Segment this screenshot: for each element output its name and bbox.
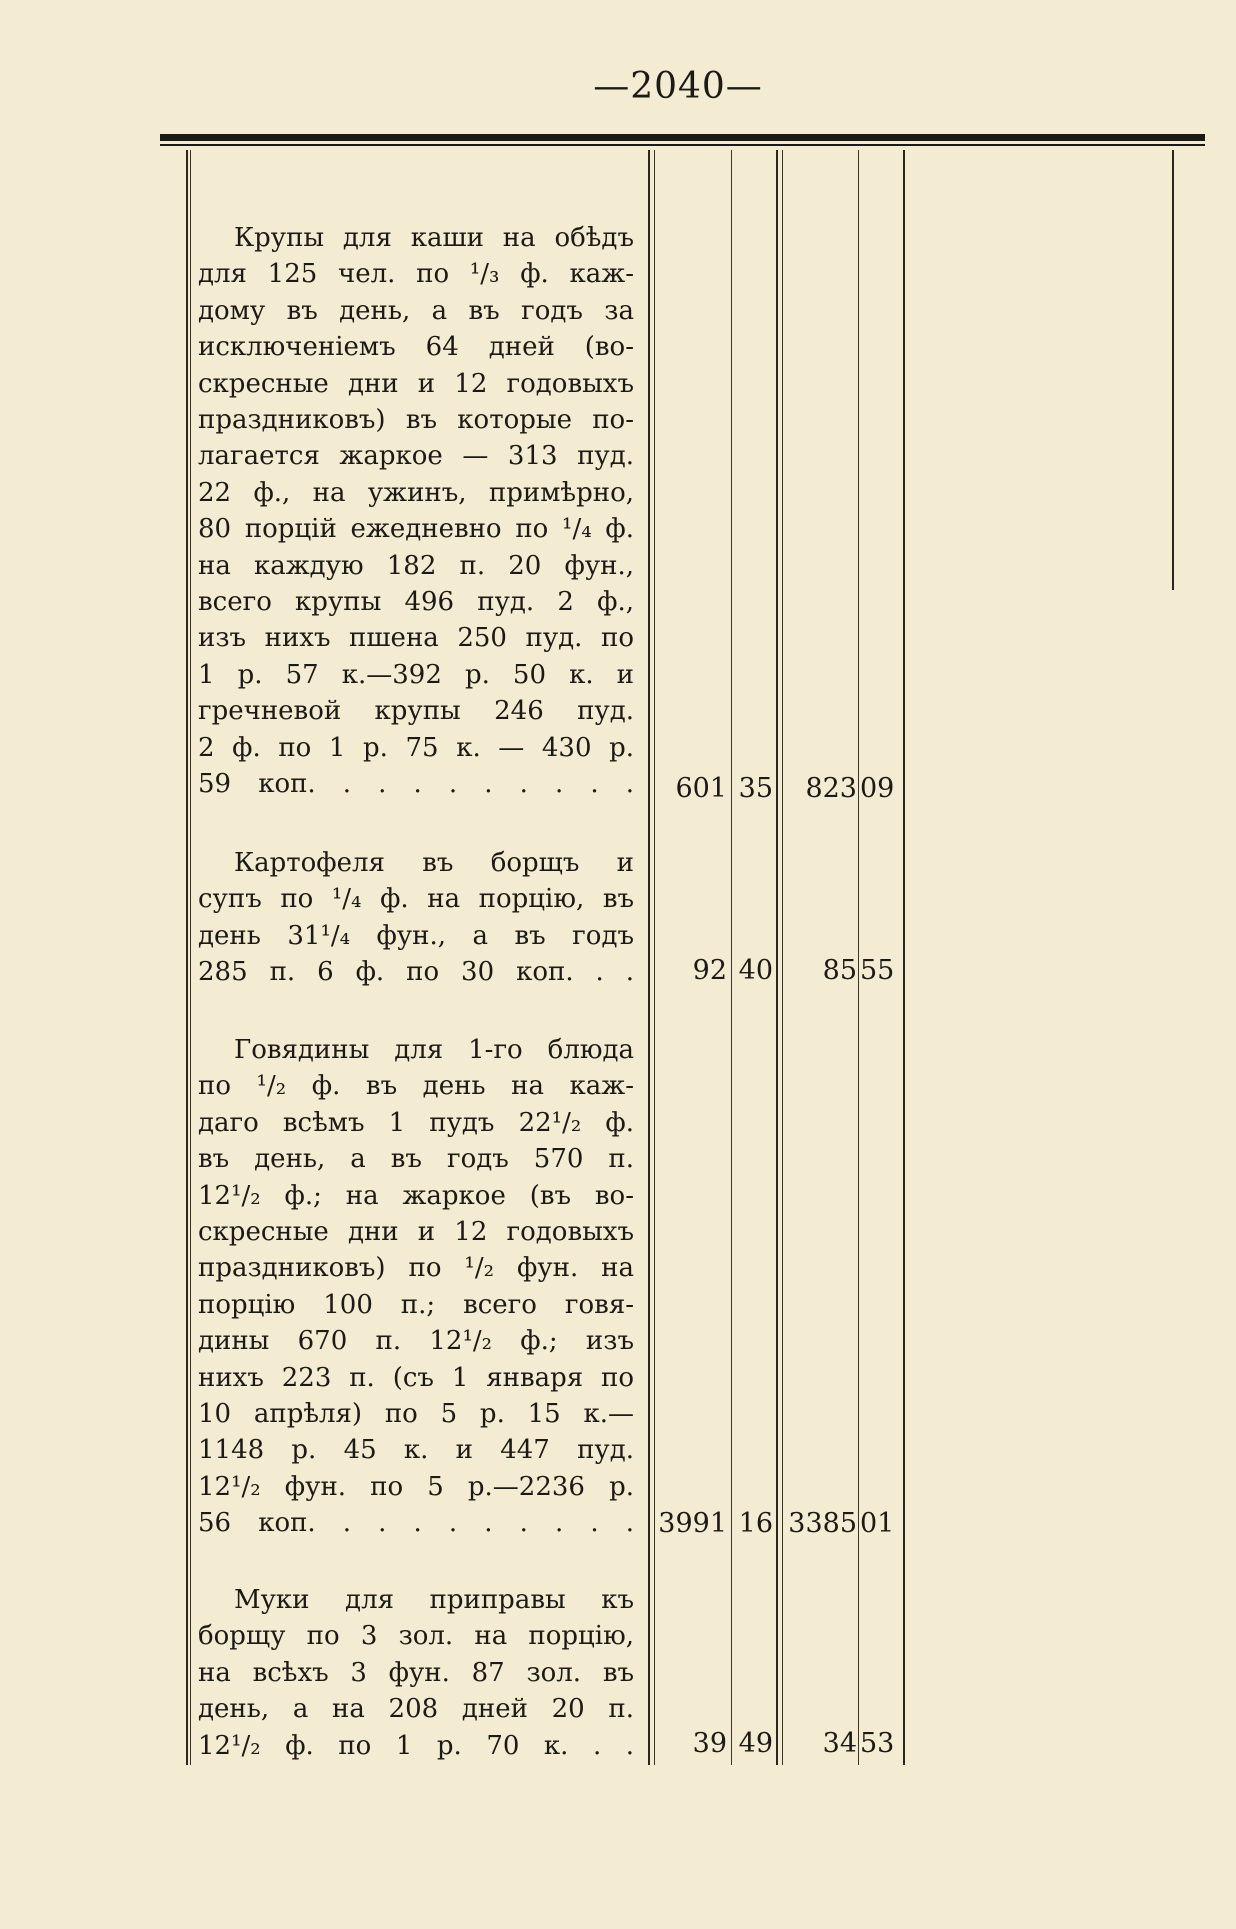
amount-a-rubles: 3991 [658, 1508, 727, 1539]
amount-b-kopecks: 01 [860, 1508, 895, 1539]
column-rule-kop-b [858, 150, 859, 1765]
amount-a-rubles: 601 [675, 773, 727, 804]
entry-line: 59 коп. . . . . . . . . . [198, 769, 634, 800]
amount-b-kopecks: 53 [860, 1728, 895, 1759]
entry-line: исключеніемъ 64 дней (во- [198, 332, 634, 363]
entry-line: день 31¹/₄ фун., а въ годъ [198, 920, 634, 951]
entry-line: 56 коп. . . . . . . . . . [198, 1508, 634, 1539]
entry-line: Муки для приправы къ [234, 1585, 634, 1615]
amount-a-rubles: 92 [692, 955, 727, 986]
entry-line: скресные дни и 12 годовыхъ [198, 1217, 634, 1248]
entry-line: праздниковъ) въ которые по- [198, 405, 634, 436]
amount-a-kopecks: 16 [738, 1508, 773, 1539]
amount-a-kopecks: 40 [738, 955, 773, 986]
entry-flour [198, 1582, 634, 1764]
amount-b-rubles: 3385 [788, 1508, 857, 1539]
entry-line: дины 670 п. 12¹/₂ ф.; изъ [198, 1326, 634, 1357]
entry-line: на каждую 182 п. 20 фун., [198, 550, 634, 581]
header-rule [160, 134, 1205, 141]
entry-groats [198, 220, 634, 803]
entry-line: праздниковъ) по ¹/₂ фун. на [198, 1253, 634, 1284]
entry-line: Картофеля въ борщъ и [234, 848, 634, 878]
entry-line: гречневой крупы 246 пуд. [198, 696, 634, 727]
entry-line: 12¹/₂ фун. по 5 р.—2236 р. [198, 1471, 634, 1502]
entry-line: для 125 чел. по ¹/₃ ф. каж- [198, 259, 634, 290]
entry-line: дому въ день, а въ годъ за [198, 295, 634, 326]
entry-line: 2 ф. по 1 р. 75 к. — 430 р. [198, 732, 634, 763]
entry-line: нихъ 223 п. (съ 1 января по [198, 1362, 634, 1393]
amount-b-kopecks: 09 [860, 773, 895, 804]
column-rule-kop-a [731, 150, 732, 1765]
entry-line: 12¹/₂ ф. по 1 р. 70 к. . . [198, 1730, 634, 1761]
column-rule-amount-b [776, 150, 778, 1765]
entry-line: Говядины для 1-го блюда [234, 1035, 634, 1065]
column-rule-right [903, 150, 905, 1765]
entry-line: изъ нихъ пшена 250 пуд. по [198, 623, 634, 654]
amount-b-rubles: 85 [822, 955, 857, 986]
entry-line: даго всѣмъ 1 пудъ 22¹/₂ ф. [198, 1107, 634, 1138]
entry-line: 10 апрѣля) по 5 р. 15 к.— [198, 1399, 634, 1430]
entry-line: въ день, а въ годъ 570 п. [198, 1144, 634, 1175]
entry-line: Крупы для каши на обѣдъ [234, 223, 634, 253]
header-rule-thin [160, 144, 1205, 146]
entry-line: 80 порцій ежедневно по ¹/₄ ф. [198, 514, 634, 545]
entry-line: по ¹/₂ ф. въ день на каж- [198, 1071, 634, 1102]
entry-line: лагается жаркое — 313 пуд. [198, 441, 634, 472]
column-rule-left-inner [190, 150, 191, 1765]
entry-line: на всѣхъ 3 фун. 87 зол. въ [198, 1657, 634, 1688]
page-number: —2040— [593, 66, 763, 107]
amount-a-rubles: 39 [692, 1728, 727, 1759]
entry-line: всего крупы 496 пуд. 2 ф., [198, 587, 634, 618]
amount-a-kopecks: 35 [738, 773, 773, 804]
column-rule-text-end [648, 150, 650, 1765]
entry-line: борщу по 3 зол. на порцію, [198, 1621, 634, 1652]
entry-beef [198, 1032, 634, 1542]
amount-b-kopecks: 55 [860, 955, 895, 986]
amount-a-kopecks: 49 [738, 1728, 773, 1759]
column-rule-far-right [1172, 150, 1174, 590]
amount-b-rubles: 34 [822, 1728, 857, 1759]
entry-line: 1148 р. 45 к. и 447 пуд. [198, 1435, 634, 1466]
entry-line: порцію 100 п.; всего говя- [198, 1289, 634, 1320]
amount-b-rubles: 823 [805, 773, 857, 804]
entry-line: 1 р. 57 к.—392 р. 50 к. и [198, 659, 634, 690]
entry-line: 22 ф., на ужинъ, примѣрно, [198, 477, 634, 508]
entry-potatoes [198, 845, 634, 991]
entry-line: супъ по ¹/₄ ф. на порцію, въ [198, 884, 634, 915]
entry-line: 285 п. 6 ф. по 30 коп. . . [198, 957, 634, 988]
entry-line: день, а на 208 дней 20 п. [198, 1694, 634, 1725]
entry-line: скресные дни и 12 годовыхъ [198, 368, 634, 399]
entry-line: 12¹/₂ ф.; на жаркое (въ во- [198, 1180, 634, 1211]
column-rule-left [186, 150, 188, 1765]
